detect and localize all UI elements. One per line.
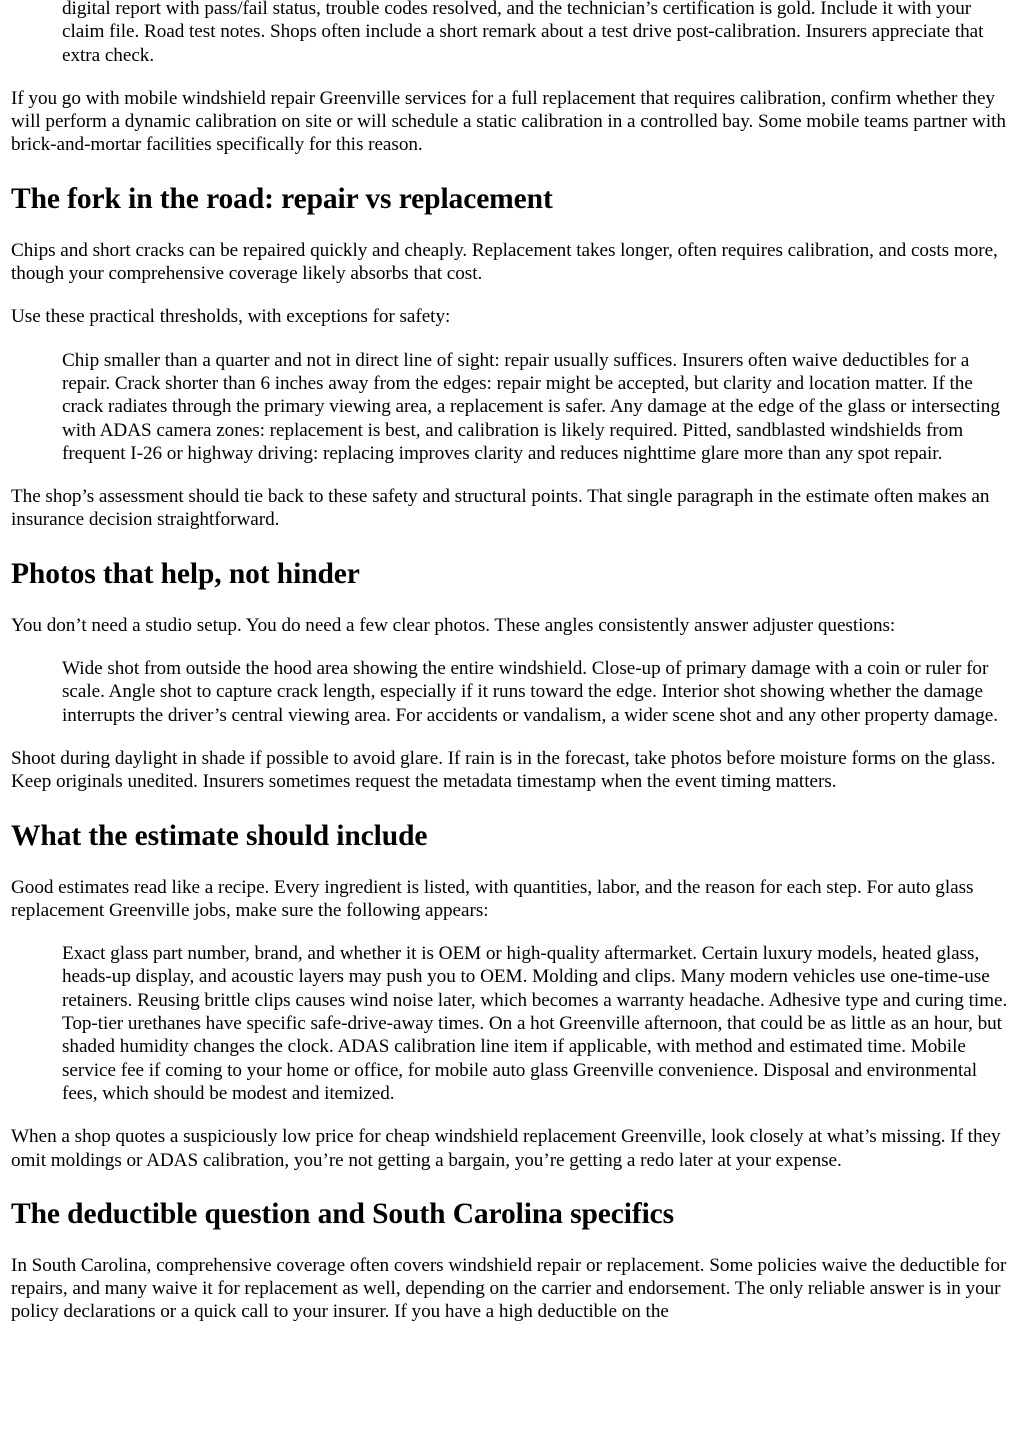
list-text: Chip smaller than a quarter and not in direct line of sight: repair usually suffices. Insurers often waive deductibles for a repair. Crack shorter than 6 inches away from the edges: repair might be accepted, but clarity and location matter. If the crack radiates through the primary viewing area, a replacement is safer. Any damage at the edge of the glass or intersecting with ADAS camera zones: replacement is best, and calibration is likely required. Pitted, sandblasted windshields from frequent I-26 or highway driving: replacing improves clarity and reduces nighttime glare more than any spot repair. bbox=[62, 349, 1000, 464]
deductible-paragraph: In South Carolina, comprehensive coverage often covers windshield repair or replacement. Some policies waive the deductible for repairs, and many waive it for replacement as well, depending on the carrier and endorsement. The only reliable answer is in your policy declarations or a quick call to your insurer. If you have a high deductible on the bbox=[11, 1254, 1007, 1323]
photo-angles-list bbox=[62, 657, 1017, 727]
section-heading-repair-vs-replacement: The fork in the road: repair vs replacement bbox=[11, 182, 553, 215]
section-heading-photos: Photos that help, not hinder bbox=[11, 557, 360, 590]
calibration-report-list bbox=[62, 0, 1017, 67]
thresholds-list bbox=[62, 349, 1017, 465]
mobile-calibration-paragraph: If you go with mobile windshield repair Greenville services for a full replacement that requires calibration, confirm whether they will perform a dynamic calibration on site or will schedule a static calibration in a controlled bay. Some mobile teams partner with brick-and-mortar facilities specifically for this reason. bbox=[11, 87, 1006, 156]
article-body bbox=[11, 0, 1017, 1344]
shop-assessment-paragraph: The shop’s assessment should tie back to these safety and structural points. That single paragraph in the estimate often makes an insurance decision straightforward. bbox=[11, 486, 990, 531]
list-text: Exact glass part number, brand, and whether it is OEM or high-quality aftermarket. Certain luxury models, heated glass, heads-up display, and acoustic layers may push you to OEM. Molding and clips. Many modern vehicles use one-time-use retainers. Reusing brittle clips causes wind noise later, which becomes a warranty headache. Adhesive type and curing time. Top-tier urethanes have specific safe-drive-away times. On a hot Greenville afternoon, that could be as little as an hour, but shaded humidity changes the clock. ADAS calibration line item if applicable, with method and estimated time. Mobile service fee if coming to your home or office, for mobile auto glass Greenville convenience. Disposal and environmental fees, which should be modest and itemized. bbox=[62, 943, 1008, 1104]
estimate-intro: Good estimates read like a recipe. Every ingredient is listed, with quantities, labor, and the reason for each step. For auto glass replacement Greenville jobs, make sure the following appears: bbox=[11, 876, 974, 921]
photo-tips-paragraph: Shoot during daylight in shade if possible to avoid glare. If rain is in the forecast, take photos before moisture forms on the glass. Keep originals unedited. Insurers sometimes request the metadata timestamp when the event timing matters. bbox=[11, 747, 996, 793]
section-heading-deductible: The deductible question and South Carolina specifics bbox=[11, 1197, 675, 1230]
repair-vs-replacement-intro: Chips and short cracks can be repaired quickly and cheaply. Replacement takes longer, often requires calibration, and costs more, though your comprehensive coverage likely absorbs that cost. bbox=[11, 239, 998, 285]
thresholds-lead-in: Use these practical thresholds, with exceptions for safety: bbox=[11, 306, 451, 328]
list-text: Wide shot from outside the hood area showing the entire windshield. Close-up of primary damage with a coin or ruler for scale. Angle shot to capture crack length, especially if it runs toward the edge. Interior shot showing whether the damage interrupts the driver’s central viewing area. For accidents or vandalism, a wider scene shot and any other property damage. bbox=[62, 658, 999, 726]
estimate-items-list bbox=[62, 942, 1017, 1105]
low-price-warning-paragraph: When a shop quotes a suspiciously low price for cheap windshield replacement Greenville, look closely at what’s missing. If they omit moldings or ADAS calibration, you’re not getting a bargain, you’re getting a redo later at your expense. bbox=[11, 1126, 1001, 1171]
photos-intro: You don’t need a studio setup. You do need a few clear photos. These angles consistently answer adjuster questions: bbox=[11, 614, 896, 636]
list-text: digital report with pass/fail status, trouble codes resolved, and the technician’s certification is gold. Include it with your claim file. Road test notes. Shops often include a short remark about a test drive post-calibration. Insurers appreciate that extra check. bbox=[62, 0, 984, 66]
section-heading-estimate: What the estimate should include bbox=[11, 819, 428, 852]
